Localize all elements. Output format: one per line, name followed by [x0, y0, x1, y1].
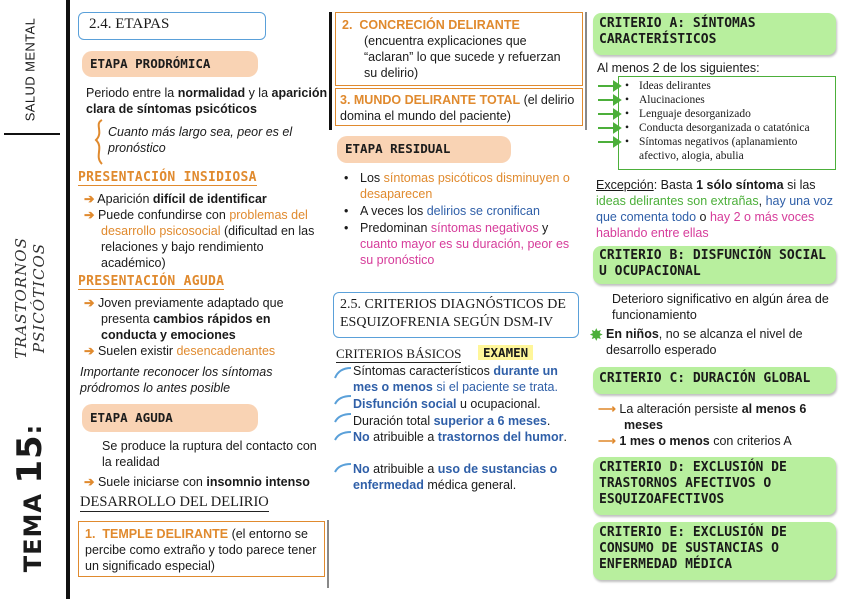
- aguda-item-1: ➔ Joven previamente adaptado que presenta cambios rápidos en conducta y emociones: [84, 296, 284, 342]
- list-item: • Predominan síntomas negativos y cuanto mayor es su duración, peor es su pronóstico: [338, 220, 582, 268]
- insidiosa-item-2: ➔ Puede confundirse con problemas del desarrollo psicosocial (dificultad en las relaciones y bajo rendimiento académico): [84, 208, 315, 270]
- criterio-a-intro: Al menos 2 de los siguientes:: [597, 61, 760, 75]
- reconocer-note: Importante reconocer los síntomas pródromos lo antes posible: [80, 365, 273, 395]
- list-item: • Síntomas negativos (aplanamiento afectivo, alogia, abulia: [625, 136, 798, 162]
- spine-vertical-line: [66, 0, 70, 599]
- insidiosa-title: PRESENTACIÓN INSIDIOSA: [78, 170, 257, 185]
- topic-label: TRASTORNOS PSICÓTICOS: [12, 237, 48, 359]
- basico-item-1: Síntomas característicos durante un mes o menos si el paciente se trata.: [353, 364, 558, 394]
- criterio-c-item-1: ⟶ La alteración persiste al menos 6 meses: [598, 402, 807, 432]
- criterio-c-title: CRITERIO C: DURACIÓN GLOBAL: [599, 371, 811, 386]
- arrow-icon: ⟶: [598, 434, 616, 448]
- section-title-etapas: 2.4. ETAPAS: [78, 12, 266, 40]
- excepcion-text: Excepción: Basta 1 sólo síntoma si las ideas delirantes son extrañas, hay una voz que comenta todo o hay 2 o más voces hablando entre ellas: [596, 178, 833, 240]
- list-item: • Conducta desorganizada o catatónica: [625, 122, 810, 134]
- basico-item-4: No atribuible a trastornos del humor.: [353, 430, 567, 444]
- prodromica-text: Periodo entre la normalidad y la aparición clara de síntomas psicóticos: [86, 86, 328, 116]
- criterio-e-header: [593, 522, 836, 580]
- criterio-b-header: [593, 246, 836, 284]
- arrow-icon: ➔: [84, 296, 95, 310]
- arrow-icon: ➔: [84, 344, 95, 358]
- list-item: • Alucinaciones: [625, 94, 705, 106]
- aguda-item-2: ➔ Suelen existir desencadenantes: [84, 344, 276, 358]
- residual-title: ETAPA RESIDUAL: [345, 141, 451, 156]
- ninos-text: En niños, no se alcanza el nivel de desarrollo esperado: [606, 327, 803, 357]
- insomnio-item: ➔ Suele iniciarse con insomnio intenso: [84, 475, 310, 489]
- arrow-icon: ➔: [84, 475, 95, 489]
- aguda-presentation-title: PRESENTACIÓN AGUDA: [78, 274, 225, 289]
- criterio-a-list: [618, 76, 836, 170]
- basico-item-5: No atribuible a uso de sustancias o enfermedad médica general.: [353, 462, 558, 492]
- tema-label: TEMA 15:: [10, 423, 50, 573]
- list-item: • Lenguaje desorganizado: [625, 108, 751, 120]
- desarrollo-title: DESARROLLO DEL DELIRIO: [80, 494, 269, 510]
- list-item: • Los síntomas psicóticos disminuyen o desaparecen: [338, 170, 582, 202]
- etapa-aguda-header: [82, 404, 258, 432]
- etapa-aguda-text: Se produce la ruptura del contacto con la realidad: [102, 439, 317, 469]
- criterio-a-title: CRITERIO A: SÍNTOMAS CARACTERÍSTICOS: [599, 16, 756, 47]
- arrow-icon: ➔: [84, 208, 95, 222]
- curved-arrows-icon: [333, 360, 355, 495]
- arrow-icon: ⟶: [598, 402, 616, 416]
- spine-divider: [4, 133, 60, 135]
- concrecion-box: 2. CONCRECIÓN DELIRANTE (encuentra explicaciones que “aclaran” lo que sucede y refuerzan su delirio): [335, 12, 583, 86]
- temple-box: 1. TEMPLE DELIRANTE (el entorno se percibe como extraño y todo parece tener un significado especial): [78, 521, 325, 577]
- column-divider: [585, 12, 587, 130]
- residual-list: [338, 170, 582, 268]
- criterio-e-title: CRITERIO E: EXCLUSIÓN DE CONSUMO DE SUSTANCIAS O ENFERMEDAD MÉDICA: [599, 525, 787, 572]
- brace-icon: [92, 118, 106, 166]
- basico-item-2: Disfunción social u ocupacional.: [353, 397, 541, 411]
- criterio-d-title: CRITERIO D: EXCLUSIÓN DE TRASTORNOS AFECTIVOS O ESQUIZOAFECTIVOS: [599, 460, 787, 507]
- column-divider: [327, 520, 329, 588]
- basicos-label: CRITERIOS BÁSICOS: [336, 346, 462, 361]
- basico-item-3: Duración total superior a 6 meses.: [353, 414, 551, 428]
- star-icon: ✸: [590, 327, 603, 344]
- prodromica-header: [82, 51, 258, 77]
- prodromica-title: ETAPA PRODRÓMICA: [90, 56, 211, 71]
- column-divider: [329, 12, 332, 130]
- examen-badge: EXAMEN: [478, 345, 533, 360]
- insidiosa-item-1: ➔ Aparición difícil de identificar: [84, 192, 267, 206]
- list-item: • Ideas delirantes: [625, 80, 711, 92]
- criterios-title-box: 2.5. CRITERIOS DIAGNÓSTICOS DE ESQUIZOFRENIA SEGÚN DSM-IV: [333, 292, 579, 338]
- criterio-b-title: CRITERIO B: DISFUNCIÓN SOCIAL U OCUPACIONAL: [599, 248, 826, 279]
- etapa-aguda-title: ETAPA AGUDA: [90, 410, 173, 425]
- criterio-c-header: [593, 367, 836, 394]
- residual-header: [337, 136, 511, 163]
- criterio-c-item-2: ⟶ 1 mes o menos con criterios A: [598, 434, 792, 448]
- criterio-a-header: [593, 13, 836, 55]
- prodromica-note: Cuanto más largo sea, peor es el pronóstico: [108, 125, 293, 155]
- criterio-d-header: [593, 457, 836, 515]
- criterio-b-text: Deterioro significativo en algún área de funcionamiento: [612, 292, 829, 322]
- list-item: • A veces los delirios se cronifican: [338, 203, 582, 219]
- mundo-box: 3. MUNDO DELIRANTE TOTAL (el delirio domina el mundo del paciente): [335, 88, 583, 126]
- arrow-icon: ➔: [84, 192, 95, 206]
- subject-label: SALUD MENTAL: [22, 17, 38, 122]
